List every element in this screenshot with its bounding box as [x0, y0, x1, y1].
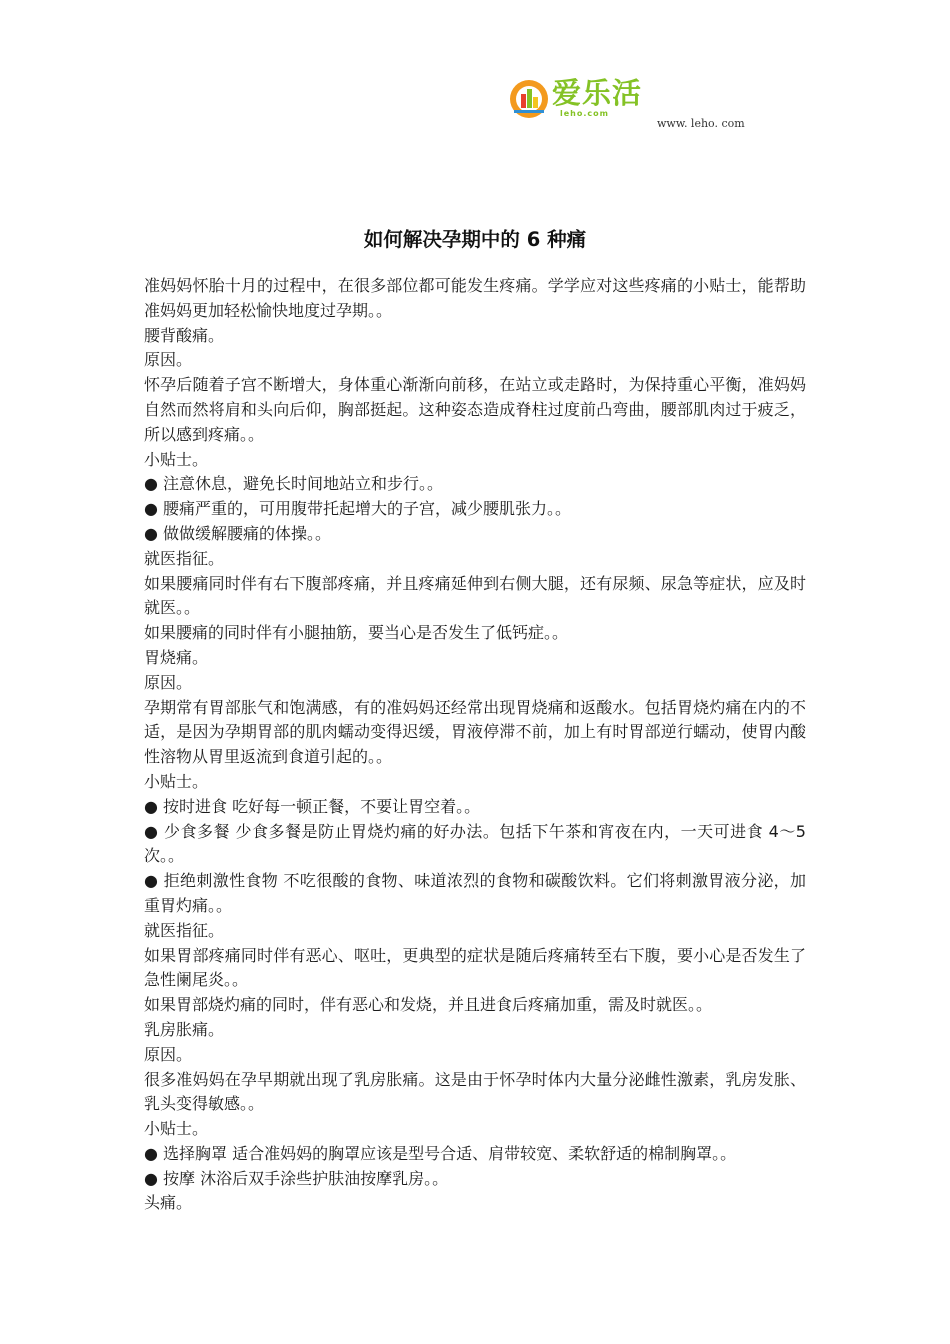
tip-list-item: ● 做做缓解腰痛的体操。。 — [144, 523, 332, 543]
tip-list-item: ● 腰痛严重的，可用腹带托起增大的子宫，减少腰肌张力。。 — [144, 499, 572, 519]
tip-list-item: ● 少食多餐 少食多餐是防止胃烧灼痛的好办法。包括下午茶和宵夜在内，一天可进食 4～5 次。。 — [144, 821, 806, 866]
logo-mark-icon — [508, 78, 550, 120]
logo-text: 爱乐活 — [552, 76, 643, 110]
tip-list-item: ● 注意休息，避免长时间地站立和步行。。 — [144, 474, 444, 494]
subheading-tips: 小贴士。 — [144, 449, 209, 469]
medical-sign-text: 如果腰痛的同时伴有小腿抽筋，要当心是否发生了低钙症。。 — [144, 623, 569, 643]
section-heading-headache: 头痛。 — [144, 1193, 193, 1213]
section-heading-back-pain: 腰背酸痛。 — [144, 325, 225, 345]
tip-list-item: ● 按时进食 吃好每一顿正餐，不要让胃空着。。 — [144, 796, 481, 816]
medical-sign-text: 如果腰痛同时伴有右下腹部疼痛，并且疼痛延伸到右侧大腿，还有尿频、尿急等症状，应及时就医。。 — [144, 573, 806, 618]
medical-sign-text: 如果胃部烧灼痛的同时，伴有恶心和发烧，并且进食后疼痛加重，需及时就医。。 — [144, 995, 713, 1015]
site-url-link[interactable]: www. leho. com — [657, 117, 745, 130]
heartburn-cause-text: 孕期常有胃部胀气和饱满感，有的准妈妈还经常出现胃烧痛和返酸水。包括胃烧灼痛在内的不适，是因为孕期胃部的肌肉蠕动变得迟缓，胃液停滞不前，加上有时胃部逆行蠕动，使胃内酸性溶物从胃里返流到食道引起的。。 — [144, 697, 806, 767]
subheading-tips: 小贴士。 — [144, 771, 209, 791]
back-pain-cause-text: 怀孕后随着子宫不断增大，身体重心渐渐向前移，在站立或走路时，为保持重心平衡，准妈妈自然而然将肩和头向后仰，胸部挺起。这种姿态造成脊柱过度前凸弯曲，腰部肌肉过于疲乏，所以感到疼痛。。 — [144, 375, 806, 444]
site-logo[interactable] — [508, 74, 658, 124]
medical-sign-text: 如果胃部疼痛同时伴有恶心、呕吐，更典型的症状是随后疼痛转至右下腹，要小心是否发生了急性阑尾炎。。 — [144, 945, 806, 990]
tip-list-item: ● 拒绝刺激性食物 不吃很酸的食物、味道浓烈的食物和碳酸饮料。它们将刺激胃液分泌，加重胃灼痛。。 — [144, 871, 806, 915]
tip-list-item: ● 选择胸罩 适合准妈妈的胸罩应该是型号合适、肩带较宽、柔软舒适的棉制胸罩。。 — [144, 1143, 737, 1163]
logo-subtext: leho.com — [560, 109, 609, 118]
subheading-cause: 原因。 — [144, 350, 193, 370]
document-title: 如何解决孕期中的 6 种痛 — [363, 228, 587, 251]
subheading-cause: 原因。 — [144, 1044, 193, 1064]
subheading-medical-signs: 就医指征。 — [144, 920, 225, 940]
document-body — [144, 274, 806, 1216]
subheading-cause: 原因。 — [144, 672, 193, 692]
subheading-tips: 小贴士。 — [144, 1119, 209, 1139]
breast-pain-cause-text: 很多准妈妈在孕早期就出现了乳房胀痛。这是由于怀孕时体内大量分泌雌性激素，乳房发胀、乳头变得敏感。。 — [144, 1069, 806, 1114]
tip-list-item: ● 按摩 沐浴后双手涂些护肤油按摩乳房。。 — [144, 1168, 449, 1188]
subheading-medical-signs: 就医指征。 — [144, 548, 225, 568]
section-heading-breast-pain: 乳房胀痛。 — [144, 1019, 225, 1039]
intro-paragraph: 准妈妈怀胎十月的过程中，在很多部位都可能发生疼痛。学学应对这些疼痛的小贴士，能帮助准妈妈更加轻松愉快地度过孕期。。 — [144, 276, 806, 320]
section-heading-heartburn: 胃烧痛。 — [144, 647, 209, 667]
